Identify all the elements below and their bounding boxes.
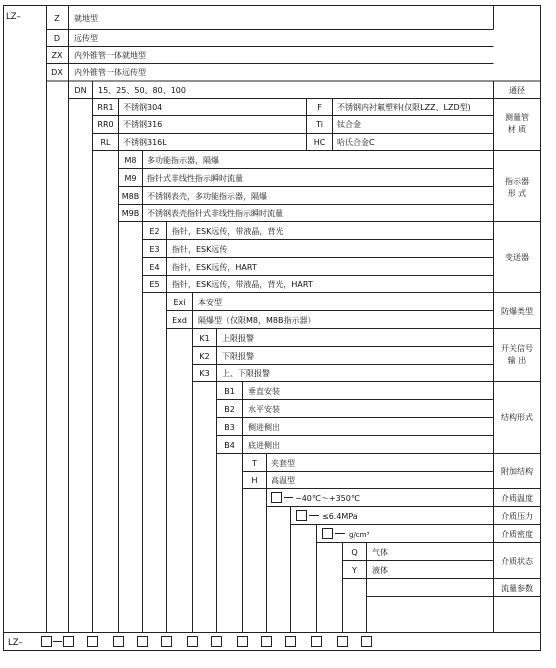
code-box-material[interactable] (88, 637, 98, 647)
category-density: 介质密度 (501, 530, 533, 539)
indicator-label: 指针式非线性指示瞬时流量 (147, 174, 243, 183)
material-label: 不锈钢304 (123, 103, 163, 112)
material-code: RR1 (97, 103, 114, 112)
model-prefix: LZ– (6, 12, 21, 22)
structure-code: B4 (224, 441, 235, 450)
material-label: 哈氏合金C (337, 138, 375, 147)
category-indicator: 形 式 (507, 189, 527, 198)
category-dn: 通径 (509, 86, 525, 95)
category-material: 测量管 (505, 113, 529, 122)
code-box-pressure[interactable] (286, 637, 296, 647)
base-type-label: 内外锥管一体就地型 (74, 51, 146, 60)
indicator-code: M8 (124, 156, 137, 165)
material-code: Ti (316, 120, 323, 129)
base-type-code: DX (51, 68, 63, 77)
base-type-code: Z (54, 14, 60, 23)
material-label: 不锈钢316L (123, 138, 167, 147)
structure-code: B1 (224, 387, 235, 396)
material-code: HC (313, 138, 326, 147)
structure-code: B3 (224, 423, 235, 432)
category-state: 介质状态 (501, 557, 533, 566)
switch-label: 上、下限报警 (222, 369, 270, 378)
material-code: RL (100, 138, 111, 147)
base-type-code: D (53, 34, 61, 43)
explosion-label: 本安型 (198, 298, 222, 307)
category-indicator: 指示器 (505, 177, 529, 186)
transmitter-code: E2 (149, 227, 160, 236)
switch-label: 下限报警 (222, 352, 254, 361)
transmitter-label: 指针，ESK远传，带液晶，背光 (172, 227, 284, 236)
code-box-dn[interactable] (64, 637, 74, 647)
explosion-code: Exi (173, 298, 186, 307)
base-type-label: 就地型 (74, 14, 98, 23)
footer-prefix: LZ– (8, 638, 23, 648)
transmitter-code: E4 (149, 263, 160, 272)
indicator-code: M9 (124, 174, 137, 183)
material-code: RR0 (97, 120, 114, 129)
indicator-label: 多功能指示器，隔爆 (147, 156, 219, 165)
structure-label: 垂直安装 (248, 387, 280, 396)
additional-label: 高温型 (271, 476, 295, 485)
category-switch: 输 出 (507, 356, 527, 365)
material-label: 不锈钢内衬氟塑料(仅限LZZ、LZD型) (337, 103, 471, 112)
code-box-density[interactable] (312, 637, 322, 647)
category-transmitter: 变送器 (505, 253, 529, 262)
indicator-label: 不锈钢表壳指针式非线性指示瞬时流量 (147, 209, 283, 218)
indicator-code: M9B (121, 209, 140, 218)
state-code: Y (352, 566, 357, 575)
pressure-checkbox[interactable] (297, 511, 307, 521)
code-box-temperature[interactable] (262, 637, 272, 647)
category-flow: 流量参数 (501, 584, 533, 593)
switch-code: K1 (199, 334, 210, 343)
explosion-code: Exd (172, 316, 187, 325)
code-box-state[interactable] (338, 637, 348, 647)
base-type-label: 远传型 (74, 34, 98, 43)
transmitter-code: E3 (149, 245, 160, 254)
base-type-code: ZX (51, 51, 63, 60)
code-box-additional[interactable] (238, 637, 248, 647)
category-explosion: 防爆类型 (501, 307, 533, 316)
material-code: F (317, 103, 322, 112)
state-label: 液体 (372, 566, 388, 575)
pressure-value: ≤6.4MPa (322, 512, 358, 521)
state-label: 气体 (372, 548, 388, 557)
category-switch: 开关信号 (501, 344, 533, 353)
code-box-base[interactable] (42, 637, 52, 647)
dn-label: 15、25、50、80、100 (98, 86, 186, 95)
additional-code: H (251, 476, 258, 485)
base-type-label: 内外锥管一体远传型 (74, 68, 146, 77)
material-label: 钛合金 (337, 120, 361, 129)
category-structure: 结构形式 (501, 413, 533, 422)
transmitter-label: 指针，ESK远传，HART (172, 263, 257, 272)
structure-code: B2 (224, 405, 235, 414)
code-box-flow[interactable] (362, 637, 372, 647)
category-temperature: 介质温度 (501, 494, 533, 503)
additional-label: 夹套型 (271, 459, 295, 468)
indicator-label: 不锈钢表壳，多功能指示器，隔爆 (147, 192, 267, 201)
dn-code: DN (74, 86, 87, 95)
transmitter-label: 指针，ESK远传 (172, 245, 228, 254)
state-code: Q (351, 548, 358, 557)
category-pressure: 介质压力 (501, 512, 533, 521)
transmitter-label: 指针，ESK远传，带液晶，背光，HART (172, 280, 313, 289)
code-box-indicator[interactable] (114, 637, 124, 647)
explosion-label: 隔爆型（仅限M8，M8B指示器） (198, 316, 316, 325)
code-box-structure[interactable] (212, 637, 222, 647)
code-box-transmitter[interactable] (138, 637, 148, 647)
code-box-explosion[interactable] (162, 637, 172, 647)
density-unit: g/cm³ (349, 531, 370, 539)
switch-label: 上限报警 (222, 334, 254, 343)
category-additional: 附加结构 (501, 467, 533, 476)
structure-label: 侧进侧出 (248, 423, 280, 432)
material-label: 不锈钢316 (123, 120, 163, 129)
category-material: 材 质 (507, 125, 527, 134)
density-checkbox[interactable] (323, 529, 333, 539)
switch-code: K2 (199, 352, 210, 361)
code-box-switch[interactable] (188, 637, 198, 647)
indicator-code: M8B (121, 192, 140, 201)
additional-code: T (252, 459, 257, 468)
structure-label: 底进侧出 (248, 441, 280, 450)
switch-code: K3 (199, 369, 210, 378)
temperature-range: −40℃～+350℃ (295, 494, 360, 503)
temperature-checkbox[interactable] (272, 493, 282, 503)
structure-label: 水平安装 (248, 405, 280, 414)
transmitter-code: E5 (149, 280, 160, 289)
